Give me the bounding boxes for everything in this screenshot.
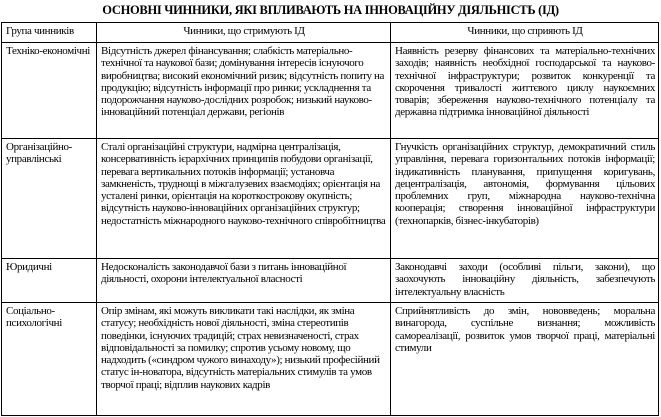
header-favoring: Чинники, що сприяють ІД [391,23,659,43]
document-title: ОСНОВНІ ЧИННИКИ, ЯКІ ВПЛИВАЮТЬ НА ІННОВАЦІЙНУ ДІЯЛЬНІСТЬ (ІД) [102,3,559,17]
table-row [2,139,659,259]
table-row [2,303,659,416]
table-header-row [2,23,659,43]
group-cell: Організаційно-управлінські [2,139,97,259]
favoring-cell: Законодавчі заходи (особливі пільги, закони), що заохочують інноваційну діяльність, забезпечують інтелектуальну власність [391,259,659,303]
group-cell: Техніко-економічні [2,43,97,139]
group-cell: Соціально-психологічні [2,303,97,416]
group-cell: Юридичні [2,259,97,303]
favoring-cell: Гнучкість організаційних структур, демократичний стиль управління, перевага горизонтальних потоків інформації; індикативність планування, припущення коригувань, децентралізація, автономія, формування цільових проблемних груп, міжнародна науково-технічна кооперація; створення інноваційної інфраструктури (технопарків, бізнес-інкубаторів) [391,139,659,259]
header-group: Група чинників [2,23,97,43]
table-row [2,43,659,139]
hindering-cell: Відсутність джерел фінансування; слабкість матеріально-технічної та наукової бази; домінування інтересів існуючого виробництва; високий економічний ризик; відсутність попиту на продукцію; відсутність інформації про ринки; ускладнення та подорожчання науково-дослідних розробок; низький науково-інноваційний потенціал держави, регіонів [97,43,391,139]
favoring-cell: Наявність резерву фінансових та матеріально-технічних заходів; наявність необхідної господарської та науково-технічної інфраструктури; розвиток конкуренції та скорочення тривалості життєвого циклу наукоємних товарів; збереження науково-технічного потенціалу та державна підтримка інноваційної діяльності [391,43,659,139]
hindering-cell: Опір змінам, які можуть викликати такі наслідки, як зміна статусу; необхідність нової діяльності, зміна стереотипів поведінки, існуючих традицій; страх невизначеності, страх відповідальності за помилку; спротив усьому новому, що надходить («синдром чужого винаходу»); низький професійний статус ін-новатора, відсутність матеріальних стимулів та умов творчої праці; відплив наукових кадрів [97,303,391,416]
header-hindering: Чинники, що стримують ІД [97,23,391,43]
factors-table [1,22,659,416]
favoring-cell: Сприйнятливість до змін, нововведень; моральна винагорода, суспільне визнання; можливість самореалізації, розвиток умов творчої праці, матеріальні стимули [391,303,659,416]
hindering-cell: Сталі організаційні структури, надмірна централізація, консервативність ієрархічних принципів побудови організації, перевага вертикальних потоків інформації; установча замкненість, труднощі в міжгалузевих взаємодіях; орієнтація на усталені ринки, орієнтація на короткострокову окупність; відсутність науково-інноваційних організаційних структур; недостатність міжнародного науково-технічного співробітництва [97,139,391,259]
hindering-cell: Недосконалість законодавчої бази з питань інноваційної діяльності, охорони інтелектуальної власності [97,259,391,303]
table-row [2,259,659,303]
